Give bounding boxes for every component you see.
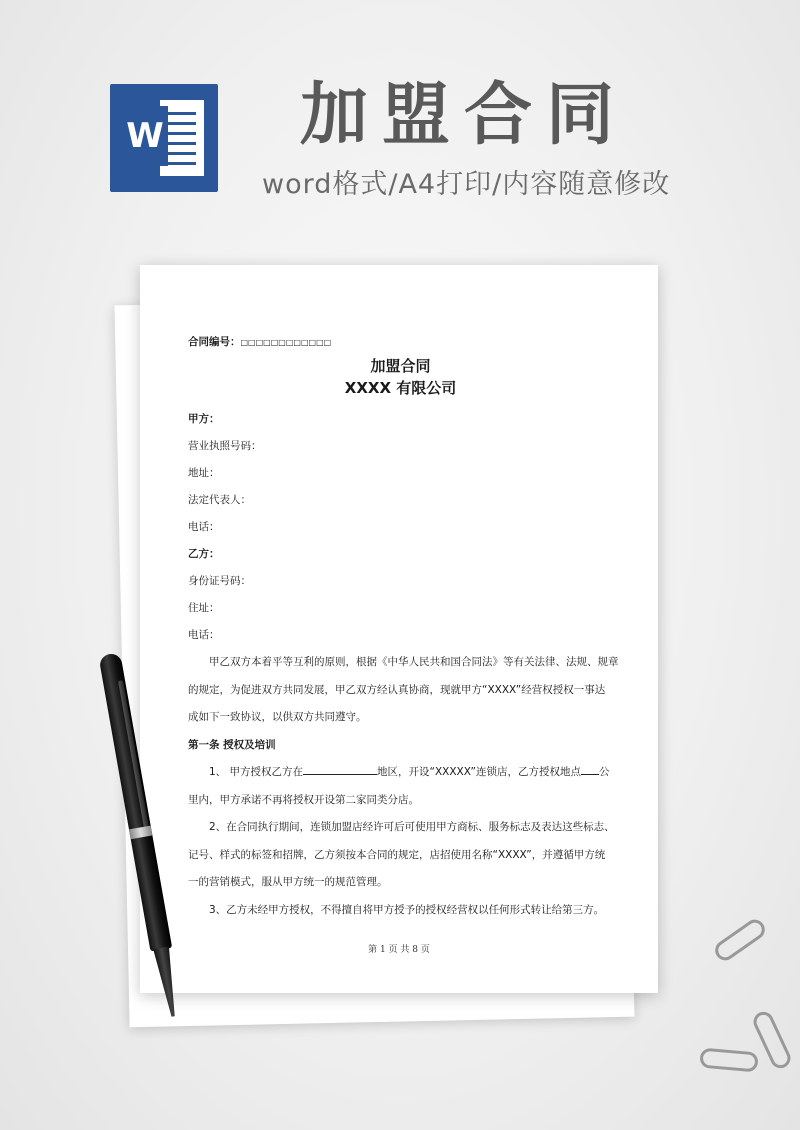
- party-b-id-field: 身份证号码：: [188, 575, 251, 587]
- word-letter: W: [122, 106, 168, 166]
- banner-subtitle: word格式/A4打印/内容随意修改: [262, 169, 671, 200]
- region-blank: [303, 763, 377, 775]
- document-body: [188, 334, 619, 924]
- clause-2-line: 2、在合同执行期间，连锁加盟店经许可后可使用甲方商标、服务标志及表达这些标志、: [209, 821, 615, 833]
- preamble-line: 的规定，为促进双方共同发展，甲乙双方经认真协商，现就甲方“XXXX”经营权授权一事达: [188, 683, 606, 696]
- clause-2-line: 一的营销模式，服从甲方统一的规范管理。: [188, 876, 388, 888]
- party-b-address-field: 住址：: [188, 602, 220, 614]
- clause-1-line-2: 里内，甲方承诺不再将授权开设第二家同类分店。: [188, 793, 419, 806]
- distance-blank: [581, 763, 599, 775]
- party-b-phone-field: 电话：: [188, 629, 220, 641]
- banner-title: 加盟合同: [300, 76, 629, 155]
- party-a-heading: 甲方：: [188, 413, 220, 425]
- document-page: [140, 265, 658, 993]
- contract-number-label: 合同编号：: [188, 336, 241, 348]
- paperclip-icon: [699, 1048, 759, 1073]
- contract-number-value: □□□□□□□□□□□□: [240, 338, 332, 347]
- page-number: 第 1 页 共 8 页: [368, 945, 430, 955]
- company-name: XXXX 有限公司: [344, 379, 457, 397]
- article-1-heading: 第一条 授权及培训: [188, 738, 276, 751]
- clause-1-part-a: 1、 甲方授权乙方在: [209, 766, 304, 778]
- party-a-license-field: 营业执照号码：: [188, 440, 262, 452]
- preamble-line: 成如下一致协议，以供双方共同遵守。: [188, 711, 367, 723]
- party-a-representative-field: 法定代表人：: [188, 494, 251, 506]
- preamble-line: 甲乙双方本着平等互利的原则，根据《中华人民共和国合同法》等有关法律、法规、规章: [209, 656, 619, 668]
- word-logo-icon: [110, 84, 218, 192]
- party-a-address-field: 地址：: [188, 467, 220, 479]
- clause-2-line: 记号、样式的标签和招牌，乙方须按本合同的规定，店招使用名称“XXXX”，并遵循甲方统: [188, 848, 606, 861]
- clause-1-part-b: 地区，开设“XXXXX”连锁店，乙方授权地点: [377, 766, 581, 778]
- contract-number-row: [188, 334, 613, 356]
- party-a-phone-field: 电话：: [188, 521, 220, 533]
- document-title: 加盟合同: [370, 357, 431, 375]
- clause-3-line: 3、乙方未经甲方授权，不得擅自将甲方授予的授权经营权以任何形式转让给第三方。: [209, 903, 605, 916]
- paperclip-icon: [711, 916, 768, 965]
- clause-1-line: [188, 759, 613, 787]
- clause-1-part-c: 公: [598, 766, 610, 778]
- party-b-heading: 乙方：: [188, 548, 220, 560]
